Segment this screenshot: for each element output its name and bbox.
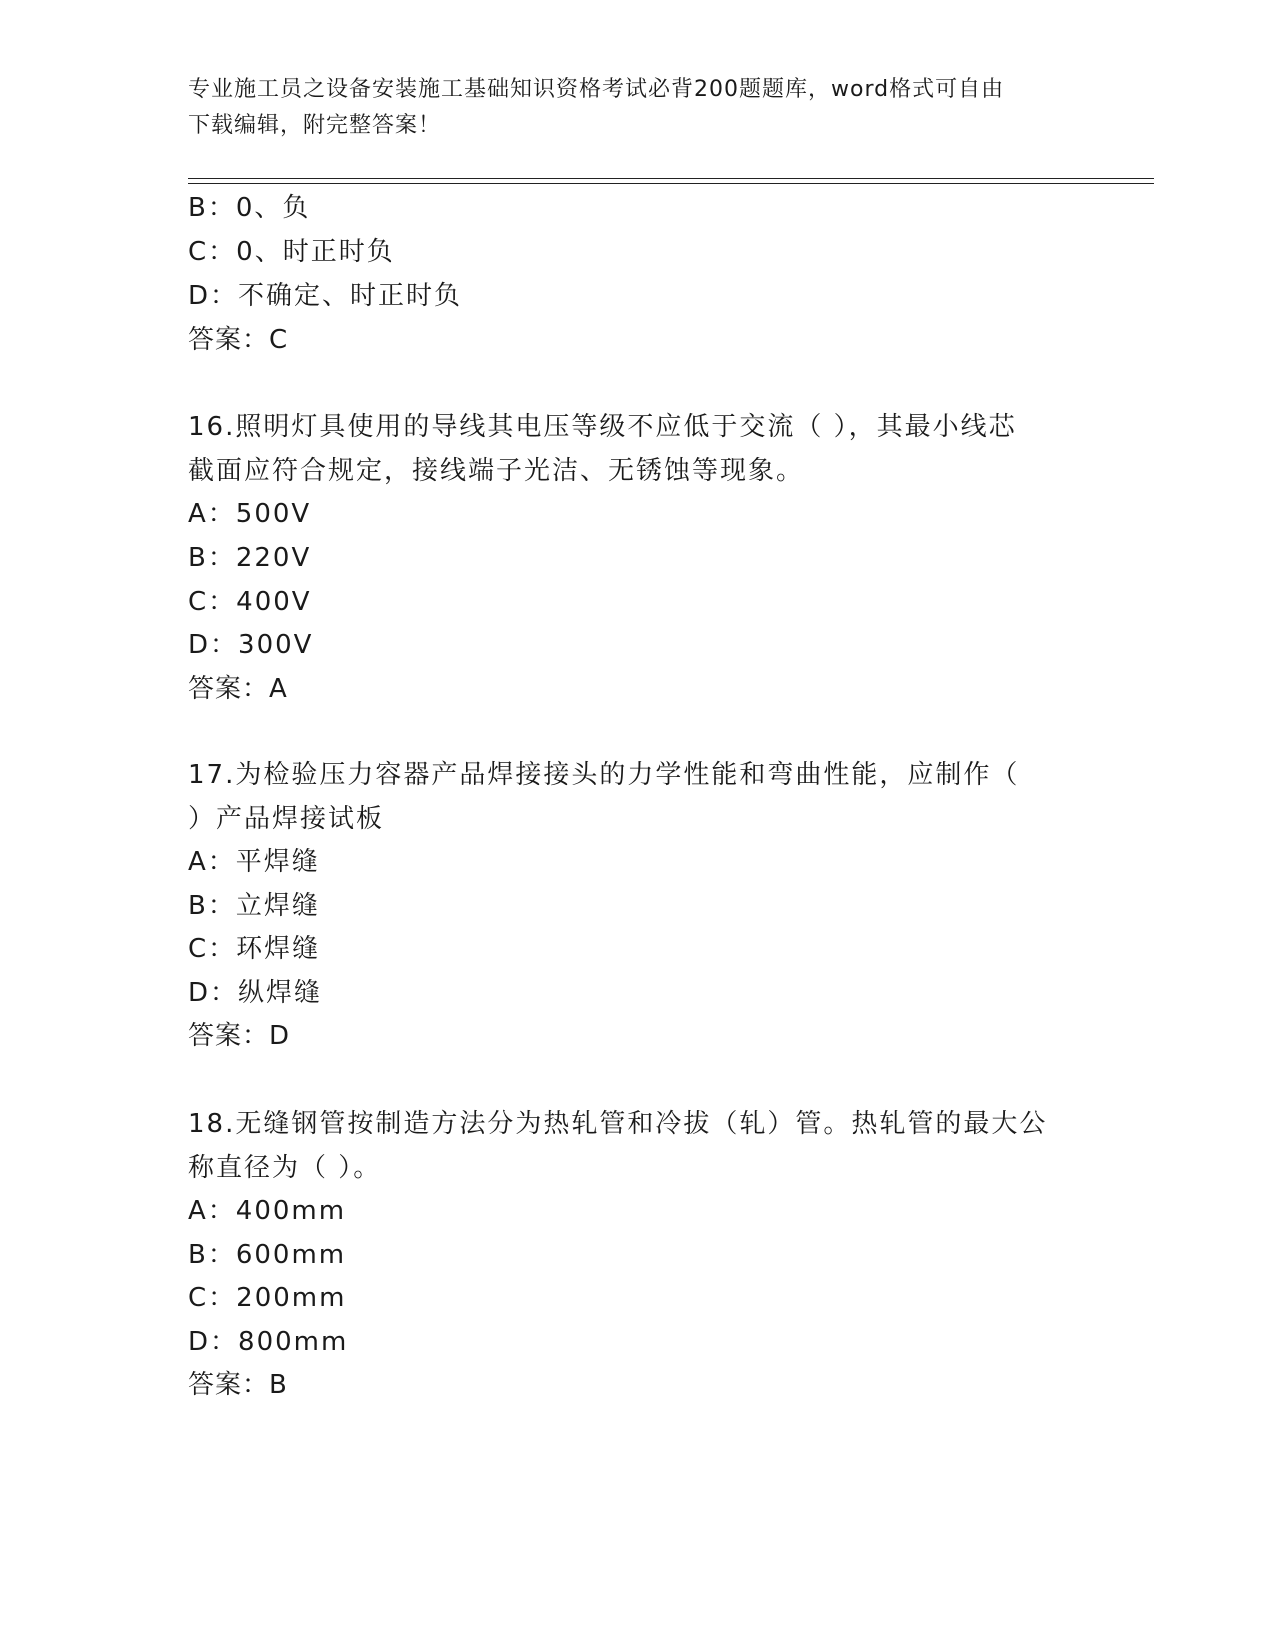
q17-option-c: C：环焊缝	[188, 934, 321, 964]
q18-stem-line-1: 18.无缝钢管按制造方法分为热轧管和冷拔（轧）管。热轧管的最大公	[188, 1109, 1048, 1139]
prev-option-c: C：0、时正时负	[188, 237, 395, 267]
q16-option-d: D：300V	[188, 630, 314, 660]
q18-option-c: C：200mm	[188, 1283, 347, 1313]
prev-answer: 答案：C	[188, 325, 289, 355]
q16-stem-line-2: 截面应符合规定，接线端子光洁、无锈蚀等现象。	[188, 456, 805, 486]
document-header	[188, 72, 1088, 144]
prev-option-d: D：不确定、时正时负	[188, 281, 463, 311]
q18-option-d: D：800mm	[188, 1327, 349, 1357]
q18-option-a: A：400mm	[188, 1196, 347, 1226]
prev-option-b: B：0、负	[188, 193, 311, 223]
q17-option-d: D：纵焊缝	[188, 978, 323, 1008]
q17-answer: 答案：D	[188, 1021, 291, 1051]
header-divider-bottom	[188, 183, 1154, 184]
q16-answer: 答案：A	[188, 674, 288, 704]
q16-stem-line-1: 16.照明灯具使用的导线其电压等级不应低于交流（ ），其最小线芯	[188, 412, 1017, 442]
header-line-1: 专业施工员之设备安装施工基础知识资格考试必背200题题库，word格式可自由	[188, 77, 1005, 102]
q18-stem-line-2: 称直径为（ ）。	[188, 1153, 382, 1183]
q17-stem-line-1: 17.为检验压力容器产品焊接接头的力学性能和弯曲性能，应制作（	[188, 760, 1020, 790]
q17-stem-line-2: ）产品焊接试板	[188, 804, 385, 834]
header-line-2: 下载编辑，附完整答案！	[188, 113, 442, 138]
q17-option-b: B：立焊缝	[188, 891, 320, 921]
q16-option-b: B：220V	[188, 543, 312, 573]
header-divider-top	[188, 178, 1154, 179]
q18-answer: 答案：B	[188, 1370, 288, 1400]
q17-option-a: A：平焊缝	[188, 847, 320, 877]
q16-option-c: C：400V	[188, 587, 312, 617]
q18-option-b: B：600mm	[188, 1240, 347, 1270]
q16-option-a: A：500V	[188, 499, 312, 529]
